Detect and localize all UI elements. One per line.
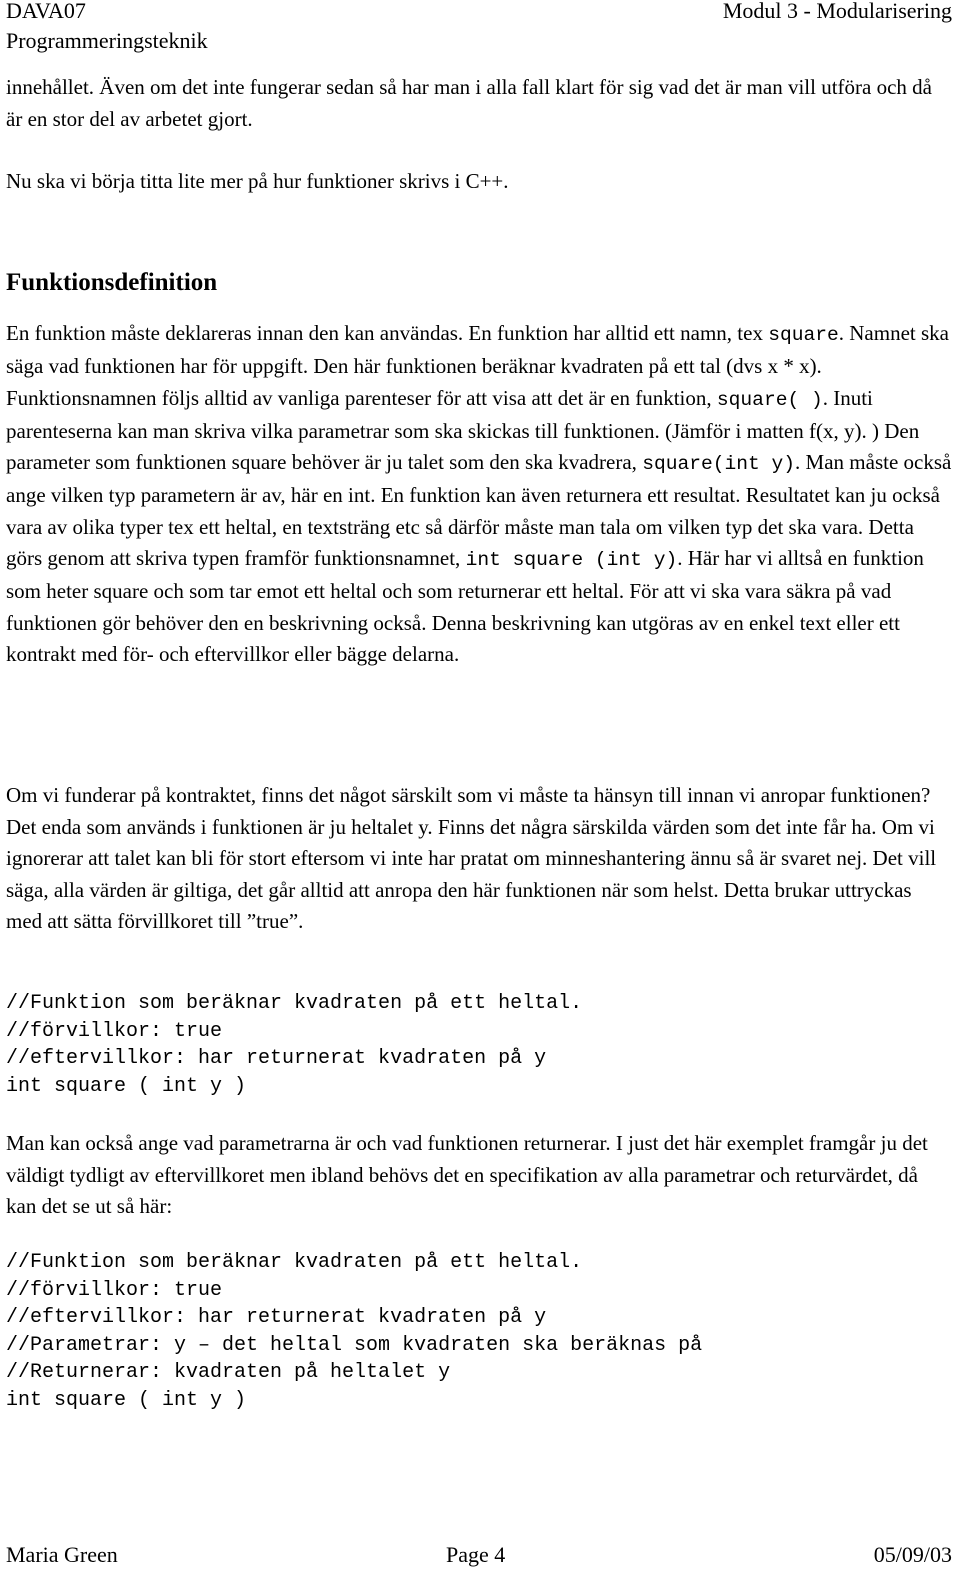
- code-line: //Parametrar: y – det heltal som kvadraten ska beräknas på: [6, 1333, 703, 1357]
- inline-code: square(int y): [642, 453, 796, 476]
- text-run: . Här har vi alltså en funktion som heter square och som tar emot ett heltal och som returnerar ett heltal. För att vi ska vara säkra på vad funktionen gör behöver den en beskrivning också. Denna beskrivning kan utgöras av en enkel text eller ett kontrakt med för- och eftervillkor eller bägge delarna.: [6, 546, 924, 666]
- text-run: . Inuti parenteserna kan man skriva vilka parametrar som ska skickas till funktionen. (Jämför i matten f(x, y). ) Den parameter som funktionen square behöver är ju talet som den ska kvadrera,: [6, 385, 920, 475]
- code-line: //eftervillkor: har returnerat kvadraten på y: [6, 1047, 547, 1070]
- text-run: En funktion måste deklareras innan den kan användas. En funktion har alltid ett namn, tex: [6, 321, 769, 345]
- code-line: int square ( int y ): [6, 1388, 247, 1412]
- definition-paragraph: [6, 318, 952, 670]
- code-example-1: [6, 990, 582, 1100]
- page-header: [6, 0, 952, 56]
- inline-code: square( ): [716, 388, 823, 411]
- code-line: int square ( int y ): [6, 1074, 247, 1098]
- intro-paragraph-2: Nu ska vi börja titta lite mer på hur funktioner skrivs i C++.: [6, 169, 509, 193]
- spec-paragraph: Man kan också ange vad parametrarna är och vad funktionen returnerar. I just det här exemplet framgår ju det väldigt tydligt av eftervillkoret men ibland behövs det en specifikation av alla parametrar och returvärdet, då kan det se ut så här:: [6, 1131, 928, 1218]
- code-line: //Funktion som beräknar kvadraten på ett heltal.: [6, 1251, 583, 1274]
- module-title: Modul 3 - Modularisering: [722, 0, 952, 23]
- contract-paragraph: Om vi funderar på kontraktet, finns det något särskilt som vi måste ta hänsyn till innan vi anropar funktionen? Det enda som används i funktionen är ju heltalet y. Finns det några särskilda värden som det inte får ha. Om vi ignorerar att talet kan bli för stort eftersom vi inte har pratat om minneshantering ännu så är svaret nej. Det vill säga, alla värden är giltiga, det går alltid att anropa den här funktionen när som helst. Detta brukar uttryckas med att sätta förvillkoret till ”true”.: [6, 783, 937, 933]
- text-run: . Man måste också ange vilken typ parametern är av, här en int. En funktion kan även returnera ett resultat. Resultatet kan ju också vara av olika typer tex ett heltal, en textsträng etc så därför måste man tala om vilken typ det ska vara. Detta görs genom att skriva typen framför funktionsnamnet,: [6, 450, 952, 571]
- course-code: DAVA07: [6, 0, 86, 23]
- code-example-2: [6, 1249, 702, 1414]
- code-line: //Funktion som beräknar kvadraten på ett heltal.: [6, 992, 583, 1015]
- author-name: Maria Green: [6, 1542, 118, 1567]
- inline-code: square: [768, 324, 839, 346]
- page-footer: [6, 1540, 952, 1570]
- code-line: //Returnerar: kvadraten på heltalet y: [6, 1361, 451, 1384]
- intro-paragraph: innehållet. Även om det inte fungerar sedan så har man i alla fall klart för sig vad det är man vill utföra och då är en stor del av arbetet gjort.: [6, 75, 932, 131]
- course-name: Programmeringsteknik: [6, 28, 208, 53]
- section-heading: Funktionsdefinition: [6, 269, 218, 296]
- code-line: //förvillkor: true: [6, 1278, 223, 1302]
- footer-date: 05/09/03: [873, 1542, 952, 1567]
- page-number: Page 4: [446, 1542, 506, 1567]
- inline-code: int square (int y): [465, 549, 678, 572]
- text-run: . Namnet ska säga vad funktionen har för uppgift. Den här funktionen beräknar kvadraten på ett tal (dvs x * x). Funktionsnamnen följs alltid av vanliga parenteser för att visa att det är en funktion,: [6, 321, 949, 410]
- code-line: //förvillkor: true: [6, 1019, 223, 1043]
- code-line: //eftervillkor: har returnerat kvadraten på y: [6, 1306, 547, 1329]
